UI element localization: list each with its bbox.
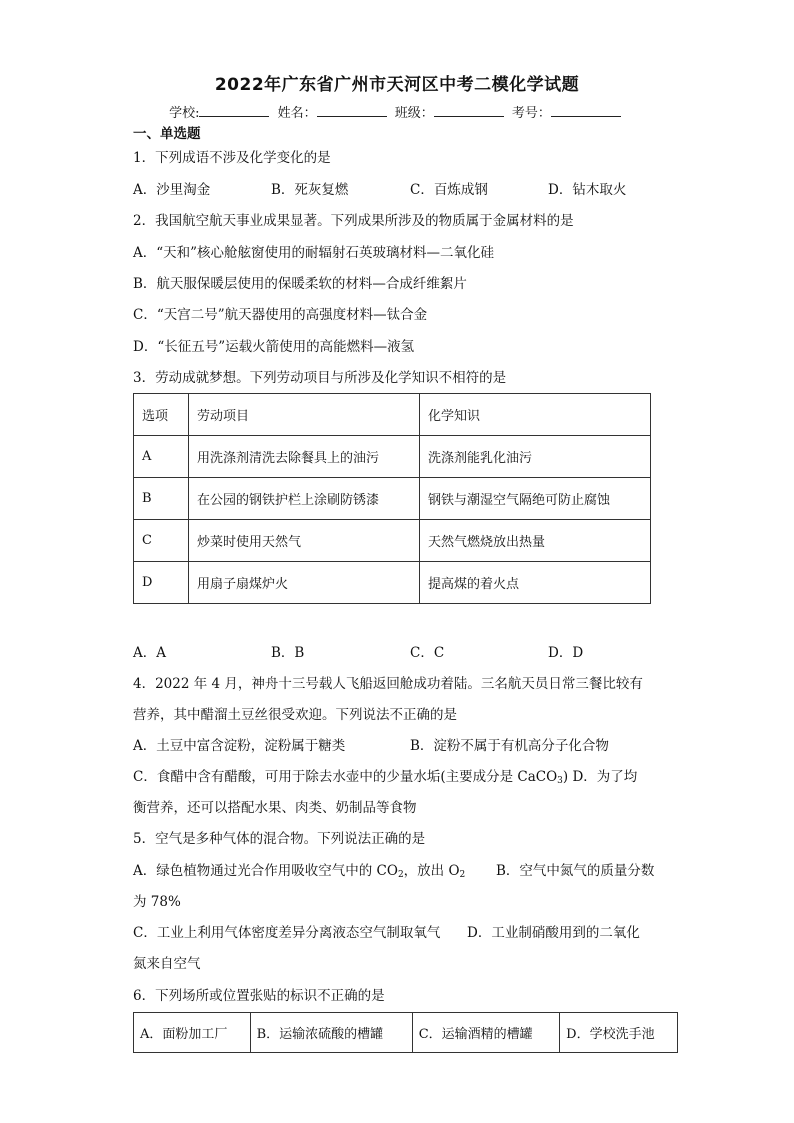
q1-option-d: D．钻木取火 [548,182,627,198]
question-3-stem: 3．劳动成就梦想。下列劳动项目与所涉及化学知识不相符的是 [133,370,507,386]
table-cell: A [134,436,189,478]
q5-option-b-cont: 为 78% [133,894,181,910]
q2-option-c: C．“天宫二号”航天器使用的高强度材料—钛合金 [133,307,428,323]
q2-option-b: B．航天服保暖层使用的保暖柔软的材料—合成纤维絮片 [133,276,467,292]
table-cell: 洗涤剂能乳化油污 [420,436,651,478]
q5-option-d: D．工业制硝酸用到的二氧化 [467,925,640,941]
table-header-row [134,394,651,436]
question-5-stem: 5．空气是多种气体的混合物。下列说法正确的是 [133,831,426,847]
q6-option-b: B．运输浓硫酸的槽罐 [250,1013,412,1053]
name-blank[interactable] [317,103,387,117]
q1-option-c: C．百炼成钢 [410,182,488,198]
q3-option-d: D．D [548,645,584,661]
name-label: 姓名： [277,106,317,121]
subscript: 2 [397,870,404,880]
q4-option-c [133,767,637,787]
table-row [134,1013,678,1053]
table-cell: 用扇子扇煤炉火 [189,562,420,604]
school-blank[interactable] [199,103,269,117]
table-cell: 用洗涤剂清洗去除餐具上的油污 [189,436,420,478]
question-2-stem: 2．我国航空航天事业成果显著。下列成果所涉及的物质属于金属材料的是 [133,213,574,229]
table-header-cell: 劳动项目 [189,394,420,436]
q3-option-c: C．C [410,645,445,661]
q3-option-a: A．A [133,645,166,661]
q3-option-b: B．B [271,645,305,661]
q4-option-b: B．淀粉不属于有机高分子化合物 [410,738,609,754]
table-cell: 提高煤的着火点 [420,562,651,604]
q6-option-c: C．运输酒精的槽罐 [412,1013,559,1053]
table-cell: 钢铁与潮湿空气隔绝可防止腐蚀 [420,478,651,520]
q6-option-a: A．面粉加工厂 [134,1013,251,1053]
table-row [134,478,651,520]
q4-option-a: A．土豆中富含淀粉，淀粉属于糖类 [133,738,346,754]
table-header-cell: 选项 [134,394,189,436]
question-4-stem-line2: 营养，其中醋溜土豆丝很受欢迎。下列说法不正确的是 [133,707,457,723]
table-cell: B [134,478,189,520]
table-cell: D [134,562,189,604]
q3-table [133,393,651,604]
q1-option-b: B．死灰复燃 [271,182,349,198]
q6-options-table [133,1012,678,1053]
question-6-stem: 6．下列场所或位置张贴的标识不正确的是 [133,988,385,1004]
q1-option-a: A．沙里淘金 [133,182,211,198]
q2-option-d: D．“长征五号”运载火箭使用的高能燃料—液氢 [133,339,415,355]
question-1-stem: 1．下列成语不涉及化学变化的是 [133,150,331,166]
q4-option-d-cont: 衡营养，还可以搭配水果、肉类、奶制品等食物 [133,800,417,816]
subscript: 3 [557,776,563,786]
table-row [134,436,651,478]
exam-number-blank[interactable] [551,103,621,117]
q6-option-d: D．学校洗手池 [560,1013,678,1053]
q5-option-c: C．工业上利用气体密度差异分离液态空气制取氧气 [133,925,441,941]
q4-option-c-text: C．食醋中含有醋酸，可用于除去水壶中的少量水垢(主要成分是 CaCO [133,769,558,785]
table-row [134,520,651,562]
table-header-cell: 化学知识 [420,394,651,436]
q5-option-d-cont: 氮来自空气 [133,956,201,972]
q5-option-a [133,861,465,881]
subscript: 2 [459,870,466,880]
school-label: 学校: [169,106,200,121]
q5-option-a-text2: ，放出 O [403,863,460,879]
table-cell: 炒菜时使用天然气 [189,520,420,562]
student-info-line [0,102,794,121]
section-heading: 一、单选题 [133,126,201,142]
q2-option-a: A．“天和”核心舱舷窗使用的耐辐射石英玻璃材料—二氧化硅 [133,245,495,261]
q5-option-a-text: A．绿色植物通过光合作用吸收空气中的 CO [133,863,398,879]
table-cell: C [134,520,189,562]
page-title: 2022年广东省广州市天河区中考二模化学试题 [214,75,580,95]
q5-option-b: B．空气中氮气的质量分数 [496,863,655,879]
question-4-stem-line1: 4．2022 年 4 月，神舟十三号载人飞船返回舱成功着陆。三名航天员日常三餐比较有 [133,676,643,692]
table-cell: 天然气燃烧放出热量 [420,520,651,562]
class-label: 班级： [394,106,434,121]
exam-number-label: 考号： [511,106,551,121]
class-blank[interactable] [434,103,504,117]
q4-option-d-start: ) D．为了均 [562,769,638,785]
table-row [134,562,651,604]
table-cell: 在公园的钢铁护栏上涂刷防锈漆 [189,478,420,520]
